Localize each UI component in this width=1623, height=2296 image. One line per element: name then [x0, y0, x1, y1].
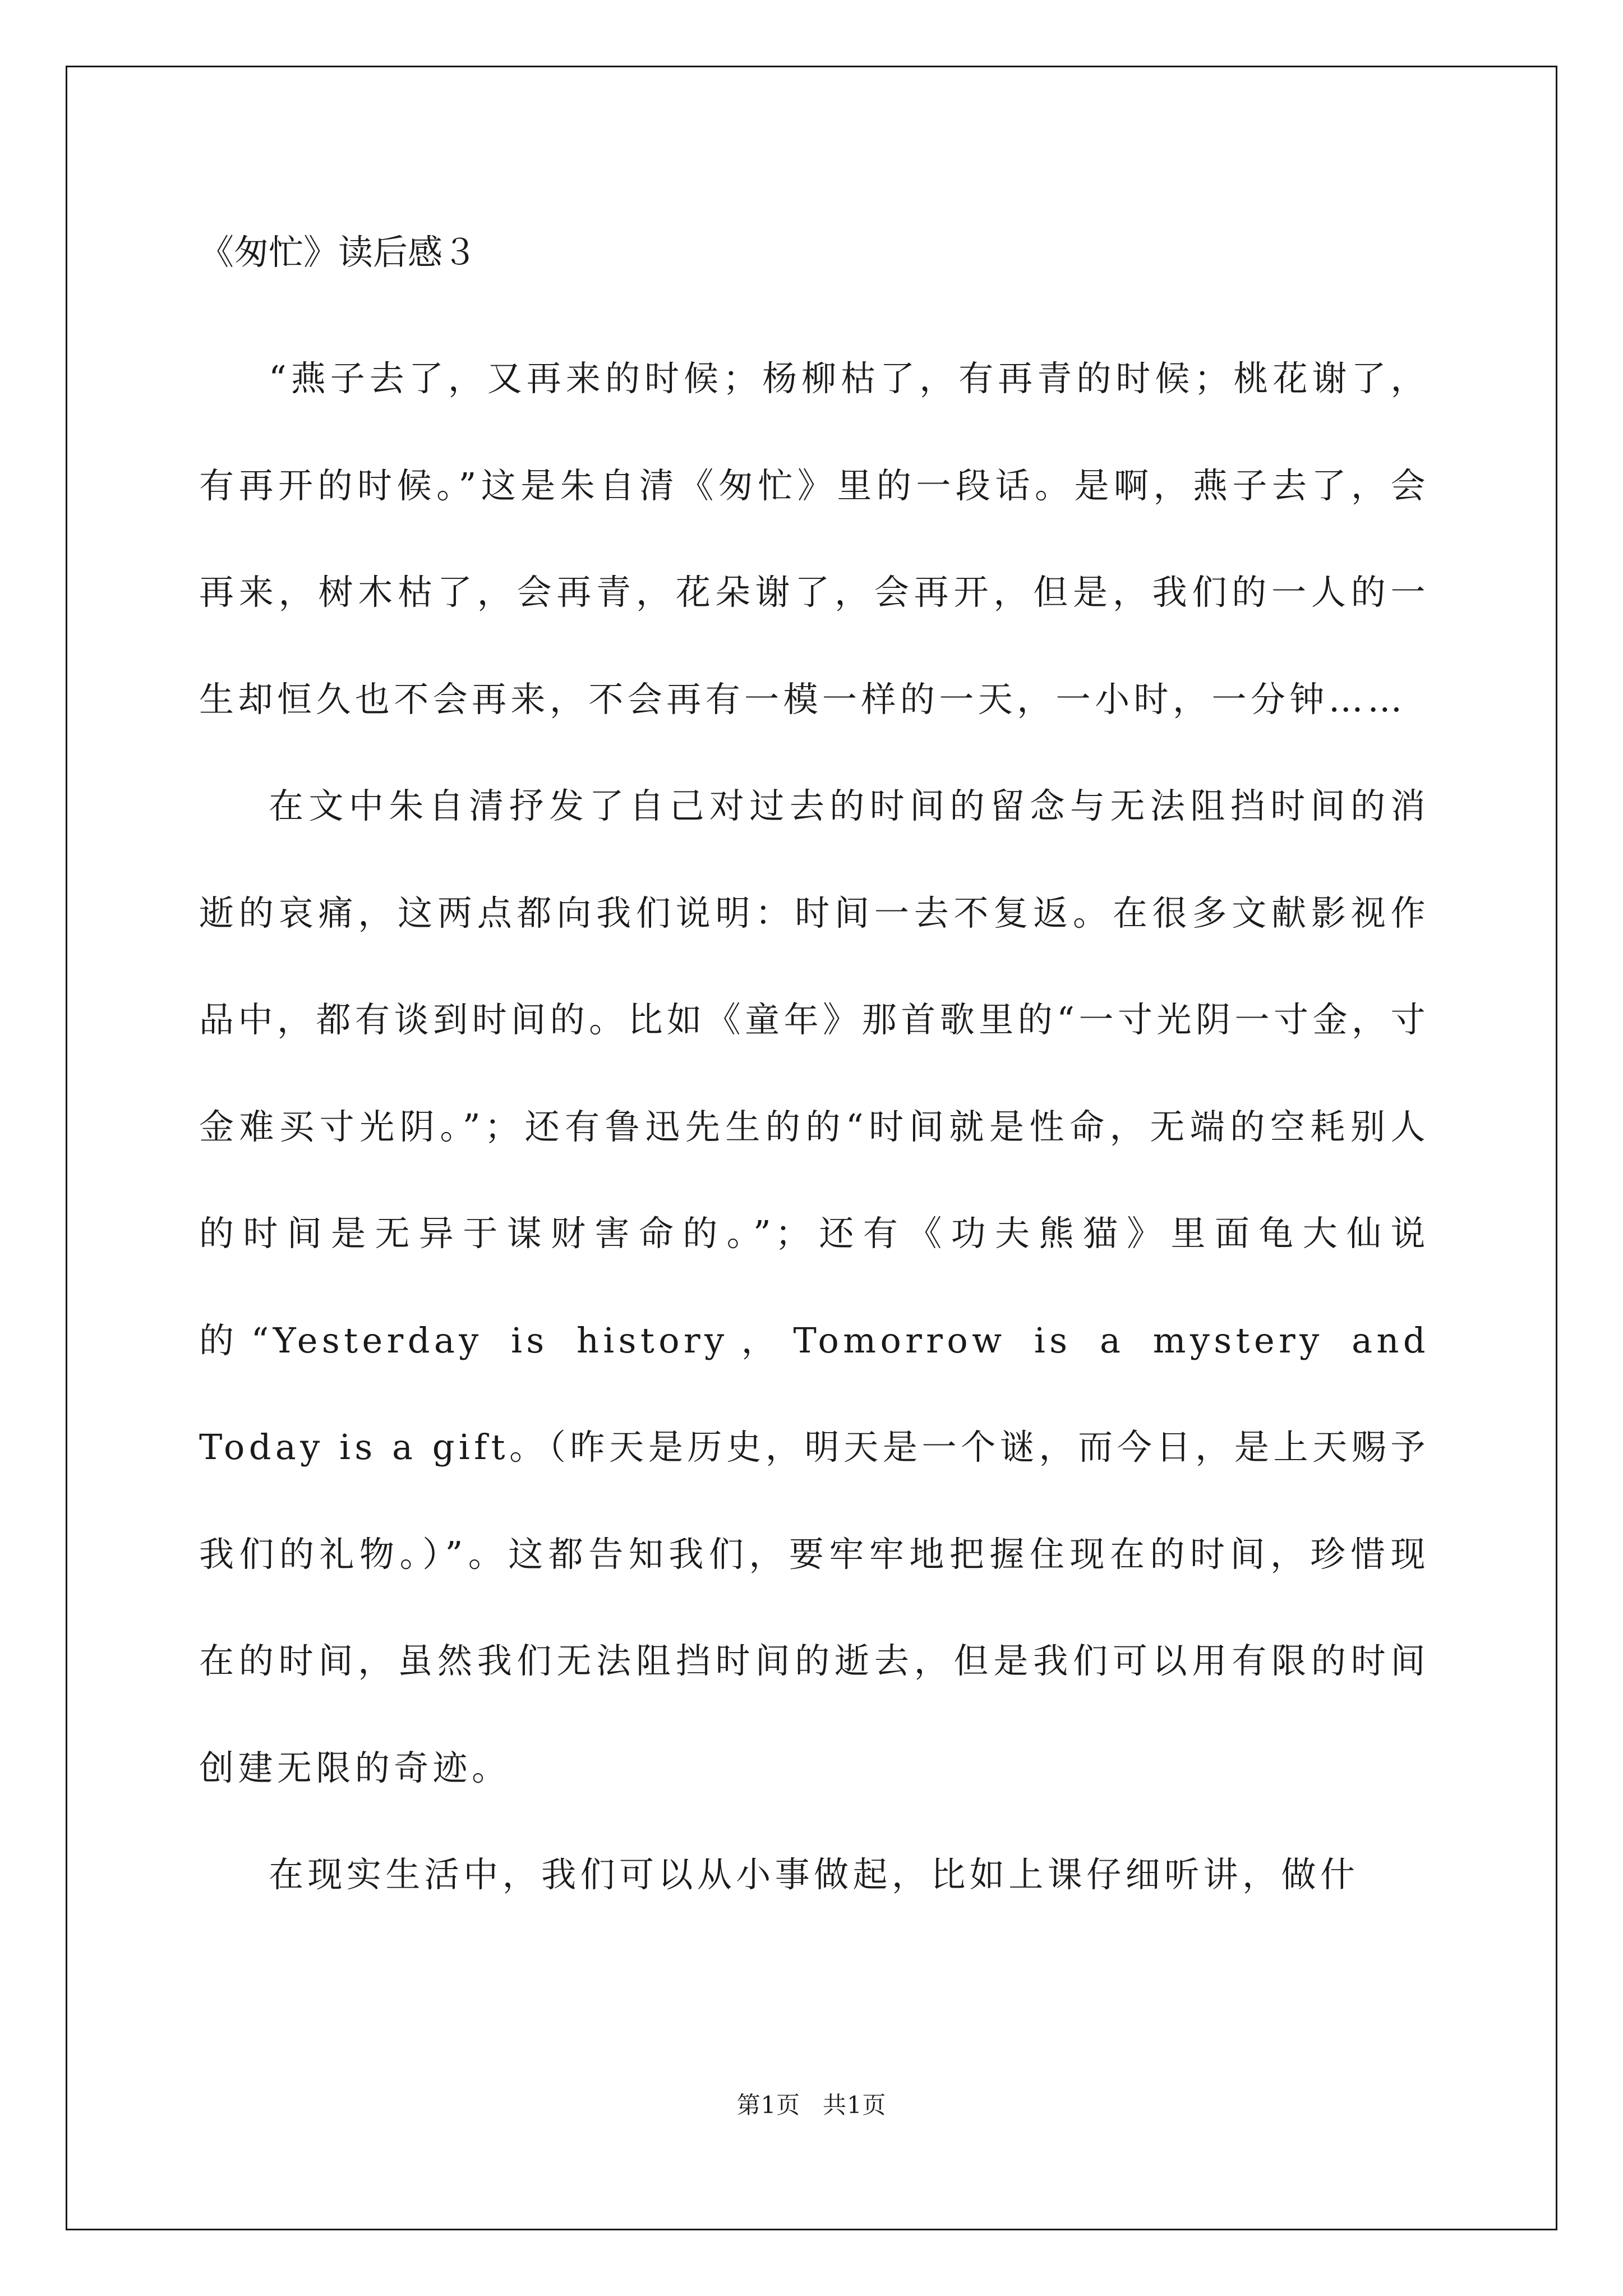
paragraph-3: 在现实生活中，我们可以从小事做起，比如上课仔细听讲，做什 [269, 1854, 1359, 1895]
document-title: 《匆忙》读后感３ [199, 232, 478, 273]
page-number: 第1页 [736, 2091, 800, 2119]
page-total: 共1页 [823, 2091, 887, 2119]
paragraph-2: 在文中朱自清抒发了自己对过去的时间的留念与无法阻挡时间的消逝的哀痛，这两点都向我们说明：时间一去不复返。在很多文献影视作品中，都有谈到时间的。比如《童年》那首歌里的“一寸光阴一寸金，寸金难买寸光阴。”；还有鲁迅先生的的“时间就是性命，无端的空耗别人的时间是无异于谋财害命的。”；还有《功夫熊猫》里面龟大仙说的“Yesterday is history，Tomorrow is a mystery and Today is a gift。（昨天是历史，明天是一个谜，而今日，是上天赐予我们的礼物。）”。这都告知我们，要牢牢地把握住现在的时间，珍惜现在的时间，虽然我们无法阻挡时间的逝去，但是我们可以用有限的时间创建无限的奇迹。 [199, 785, 1430, 1788]
paragraph-1: “燕子去了，又再来的时候；杨柳枯了，有再青的时候；桃花谢了，有再开的时候。”这是朱自清《匆忙》里的一段话。是啊，燕子去了，会再来，树木枯了，会再青，花朵谢了，会再开，但是，我们的一人的一生却恒久也不会再来，不会再有一模一样的一天，一小时，一分钟…… [199, 358, 1430, 720]
title-spacing [199, 286, 1430, 325]
document-body [199, 219, 1430, 1929]
page-footer [0, 2087, 1623, 2120]
